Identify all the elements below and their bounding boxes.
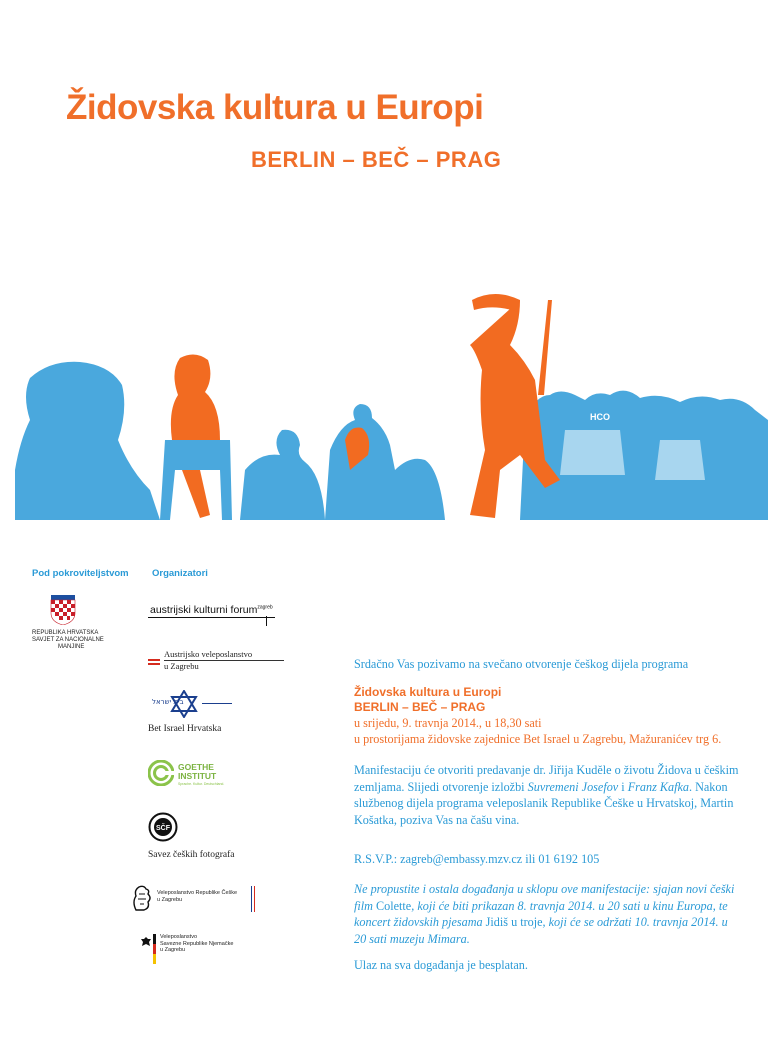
event-date: u srijedu, 9. travnja 2014., u 18,30 sati: [354, 716, 542, 730]
goethe-line2: INSTITUT: [178, 771, 217, 781]
other-events-b: , koji će biti prikazan 8. travnja 2014. u 20 sati u kinu Europa, te koncert židovskih pjesama: [354, 898, 728, 930]
event-photo-collage: [0, 280, 768, 520]
czech-embassy-logo: [130, 884, 280, 914]
croatia-coat-of-arms-icon: [50, 595, 76, 625]
goethe-line1: GOETHE: [178, 762, 214, 772]
german-eagle-icon: [140, 936, 152, 948]
rsvp-line: R.S.V.P.: zagreb@embassy.mzv.cz ili 01 6192 105: [354, 852, 600, 866]
event-heading: [354, 685, 734, 747]
czech-embassy-line1: Veleposlanstvo Republike Češke: [157, 890, 238, 896]
patronage-label: Pod pokroviteljstvom: [32, 568, 129, 579]
free-entry-line: Ulaz na sva događanja je besplatan.: [354, 958, 528, 972]
czech-photographers-name: Savez čeških fotografa: [148, 850, 235, 860]
audience-crowd: [520, 391, 768, 520]
concert-title: Jidiš u troje: [482, 915, 543, 930]
other-events-paragraph: [354, 881, 739, 947]
austrian-embassy-line1: Austrijsko veleposlanstvo: [164, 649, 284, 661]
austrian-forum-text: austrijski kulturni forum: [150, 604, 258, 616]
program-text-a: Manifestaciju će otvoriti predavanje dr. Jiřija Kudĕle o životu Židova u češkim zemljama. Slijedi otvorenje izložbi: [354, 763, 739, 794]
czech-lion-icon: [130, 884, 154, 912]
patron-line2: SAVJET ZA NACIONALNE: [32, 637, 104, 643]
woman-figure: [15, 362, 160, 520]
czech-photographers-logo: [148, 812, 268, 860]
other-events-a: Ne propustite i ostala događanja u sklopu ove manifestacije: sjajan novi češki film: [354, 882, 735, 913]
bet-israel-logo: [148, 690, 268, 734]
event-place: u prostorijama židovske zajednice Bet Israel u Zagrebu, Mažuranićev trg 6.: [354, 732, 722, 746]
clarinet-player: [240, 430, 325, 520]
program-paragraph: [354, 762, 739, 828]
goethe-line3: Sprache. Kultur. Deutschland.: [178, 782, 225, 786]
patron-line3: MANJINE: [58, 644, 85, 650]
german-embassy-logo: [140, 934, 270, 964]
austrian-forum-sup: zagreb: [257, 604, 273, 611]
czech-embassy-line2: u Zagrebu: [157, 897, 183, 903]
poster-subtitle: BERLIN – BEČ – PRAG: [251, 147, 502, 172]
czech-photographers-logo-text: SČF: [156, 825, 170, 832]
austrian-forum-logo: [148, 600, 278, 626]
poster-title: Židovska kultura u Europi: [66, 88, 484, 127]
bet-israel-hebrew: בית ישראל: [152, 698, 184, 706]
event-subtitle: BERLIN – BEČ – PRAG: [354, 700, 486, 714]
star-of-david-icon: [170, 690, 198, 718]
other-events-c: , koji će se održati 10. travnja 2014. u 20 sati muzeju Mimara.: [354, 915, 728, 946]
program-text-b: i: [618, 779, 628, 794]
bet-israel-name: Bet Israel Hrvatska: [148, 724, 222, 734]
croatia-patron-logo: [32, 595, 132, 651]
goethe-swirl-icon: [148, 760, 174, 786]
shirt-text: HCO: [590, 412, 610, 422]
exhibition-name-1: Suvremeni Josefov: [527, 779, 619, 794]
austrian-embassy-line2: u Zagrebu: [164, 661, 199, 671]
exhibition-name-2: Franz Kafka: [627, 779, 689, 794]
patron-line1: REPUBLIKA HRVATSKA: [32, 630, 99, 636]
film-title: Colette: [372, 898, 412, 913]
invitation-intro: Srdačno Vas pozivamo na svečano otvorenje češkog dijela programa: [354, 657, 689, 671]
german-embassy-line3: u Zagrebu: [160, 947, 186, 953]
organizers-label: Organizatori: [152, 568, 208, 579]
child-figure: [171, 354, 220, 440]
camera-aperture-icon: [148, 812, 178, 842]
german-embassy-line2: Savezne Republike Njemačke: [160, 940, 234, 947]
musicians-group: [325, 404, 445, 520]
event-title: Židovska kultura u Europi: [354, 685, 502, 699]
german-embassy-line1: Veleposlanstvo: [160, 934, 197, 940]
program-text-c: . Nakon službenog dijela programa veleposlanik Republike Češke u Hrvatskoj, Martin Košatka, poziva Vas na čašu vina.: [354, 779, 734, 827]
